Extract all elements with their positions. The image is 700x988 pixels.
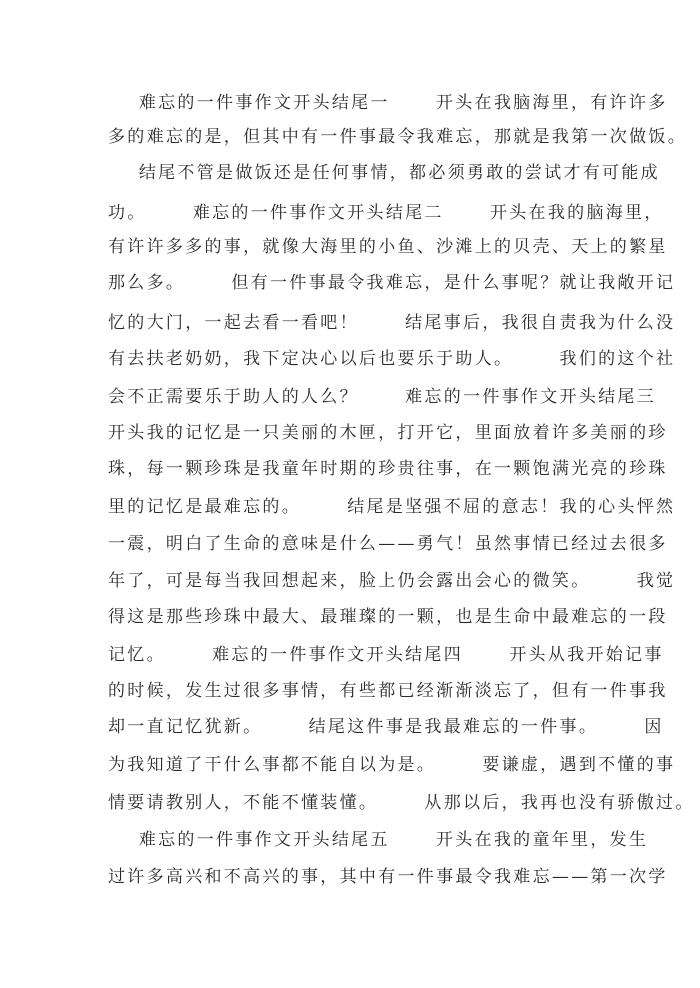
text-line: 过许多高兴和不高兴的事，其中有一件事最令我难忘——第一次学 [108, 867, 668, 887]
text-line: 忆的大门，一起去看一看吧！ 结尾事后，我很自责我为什么没 [108, 313, 676, 333]
text-line: 有许许多多的事，就像大海里的小鱼、沙滩上的贝壳、天上的繁星 [108, 237, 668, 257]
text-line: 一震，明白了生命的意味是什么——勇气！虽然事情已经过去很多 [108, 534, 668, 554]
text-line: 年了，可是每当我回想起来，脸上仍会露出会心的微笑。 我觉 [108, 571, 676, 591]
text-line: 得这是那些珍珠中最大、最璀璨的一颗，也是生命中最难忘的一段 [108, 607, 668, 627]
text-line: 却一直记忆犹新。 结尾这件事是我最难忘的一件事。 因 [108, 717, 664, 737]
text-line: 那么多。 但有一件事最令我难忘，是什么事呢？就让我敞开记 [108, 273, 676, 293]
text-line: 情要请教别人，不能不懂装懂。 从那以后，我再也没有骄傲过。 [108, 793, 695, 813]
text-line: 功。 难忘的一件事作文开头结尾二 开头在我的脑海里， [108, 203, 664, 223]
text-line: 珠，每一颗珍珠是我童年时期的珍贵往事，在一颗饱满光亮的珍珠 [108, 459, 668, 479]
text-line: 难忘的一件事作文开头结尾五 开头在我的童年里，发生 [108, 830, 649, 850]
text-line: 有去扶老奶奶，我下定决心以后也要乐于助人。 我们的这个社 [108, 349, 676, 369]
text-line: 会不正需要乐于助人的人么？ 难忘的一件事作文开头结尾三 [108, 387, 657, 407]
text-line: 里的记忆是最难忘的。 结尾是坚强不屈的意志！我的心头怦然 [108, 497, 676, 517]
text-line: 结尾不管是做饭还是任何事情，都必须勇敢的尝试才有可能成 [108, 163, 660, 183]
text-line: 多的难忘的是，但其中有一件事最令我难忘，那就是我第一次做饭。 [108, 127, 687, 147]
text-line: 开头我的记忆是一只美丽的木匣，打开它，里面放着许多美丽的珍 [108, 423, 668, 443]
text-line: 难忘的一件事作文开头结尾一 开头在我脑海里，有许许多 [108, 93, 668, 113]
text-line: 的时候，发生过很多事情，有些都已经渐渐淡忘了，但有一件事我 [108, 681, 668, 701]
text-line: 记忆。 难忘的一件事作文开头结尾四 开头从我开始记事 [108, 645, 664, 665]
text-line: 为我知道了干什么事都不能自以为是。 要谦虚，遇到不懂的事 [108, 755, 676, 775]
